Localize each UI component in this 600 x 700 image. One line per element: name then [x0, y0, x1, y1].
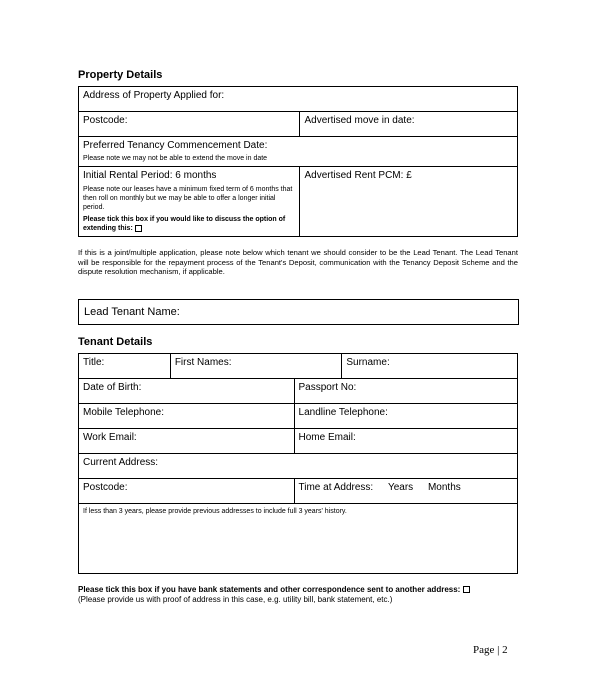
surname-label: Surname:	[346, 357, 390, 368]
tenant-details-heading: Tenant Details	[78, 336, 153, 348]
address-field[interactable]	[79, 87, 518, 112]
dob-label: Date of Birth:	[83, 382, 142, 393]
passport-field[interactable]	[294, 379, 517, 404]
landline-label: Landline Telephone:	[298, 407, 388, 418]
property-details-table	[78, 86, 518, 237]
lead-tenant-field[interactable]	[78, 299, 519, 325]
extend-option-label: Please tick this box if you would like to discuss the option of extending this:	[83, 216, 286, 232]
postcode-field[interactable]	[79, 112, 300, 137]
title-label: Title:	[83, 357, 105, 368]
address-label: Address of Property Applied for:	[83, 90, 225, 101]
previous-addresses-field[interactable]	[79, 504, 518, 574]
page-number: Page | 2	[473, 644, 508, 656]
work-email-label: Work Email:	[83, 432, 137, 443]
extend-option-checkbox[interactable]	[135, 225, 142, 232]
surname-field[interactable]	[342, 354, 518, 379]
current-address-label: Current Address:	[83, 457, 159, 468]
home-email-field[interactable]	[294, 429, 517, 454]
rental-period-cell	[79, 167, 300, 237]
postcode-label: Postcode:	[83, 115, 128, 126]
first-names-field[interactable]	[170, 354, 342, 379]
move-in-label: Advertised move in date:	[304, 115, 415, 126]
bank-statement-label: Please tick this box if you have bank statements and other correspondence sent to another address:	[78, 585, 461, 594]
bank-statement-checkbox[interactable]	[463, 586, 470, 593]
tenant-postcode-field[interactable]	[79, 479, 295, 504]
tenant-postcode-label: Postcode:	[83, 482, 128, 493]
rent-label: Advertised Rent PCM: £	[304, 170, 412, 181]
mobile-label: Mobile Telephone:	[83, 407, 164, 418]
commencement-note: Please note we may not be able to extend the move in date	[83, 155, 268, 162]
time-at-address-field[interactable]	[294, 479, 517, 504]
move-in-date-field[interactable]	[300, 112, 518, 137]
commencement-date-field[interactable]	[79, 137, 518, 167]
tenant-details-table	[78, 353, 518, 574]
previous-addresses-note: If less than 3 years, please provide previous addresses to include full 3 years' history.	[83, 508, 347, 515]
rental-period-note: Please note our leases have a minimum fixed term of 6 months that then roll on monthly but we may be able to offer a longer initial period.	[83, 186, 293, 211]
time-at-address-label: Time at Address:	[298, 482, 374, 493]
rental-period-label: Initial Rental Period: 6 months	[83, 170, 217, 181]
work-email-field[interactable]	[79, 429, 295, 454]
landline-field[interactable]	[294, 404, 517, 429]
commencement-label: Preferred Tenancy Commencement Date:	[83, 140, 268, 151]
dob-field[interactable]	[79, 379, 295, 404]
months-label: Months	[427, 482, 461, 493]
current-address-field[interactable]	[79, 454, 518, 479]
title-field[interactable]	[79, 354, 171, 379]
first-names-label: First Names:	[174, 357, 232, 368]
property-details-heading: Property Details	[78, 69, 163, 81]
years-label: Years	[387, 482, 414, 493]
home-email-label: Home Email:	[298, 432, 356, 443]
lead-tenant-label: Lead Tenant Name:	[84, 306, 180, 318]
mobile-field[interactable]	[79, 404, 295, 429]
rent-field[interactable]	[300, 167, 518, 237]
bank-statement-note: (Please provide us with proof of address in this case, e.g. utility bill, bank statement, etc.)	[78, 595, 393, 604]
passport-label: Passport No:	[298, 382, 357, 393]
joint-application-text: If this is a joint/multiple application, please note below which tenant we should consider to be the Lead Tenant. The Lead Tenant will be responsible for the repayment process of the Tenant's Deposit, communication with the Tenancy Deposit Scheme and the dispute resolution mechanism, if applicable.	[78, 248, 518, 276]
